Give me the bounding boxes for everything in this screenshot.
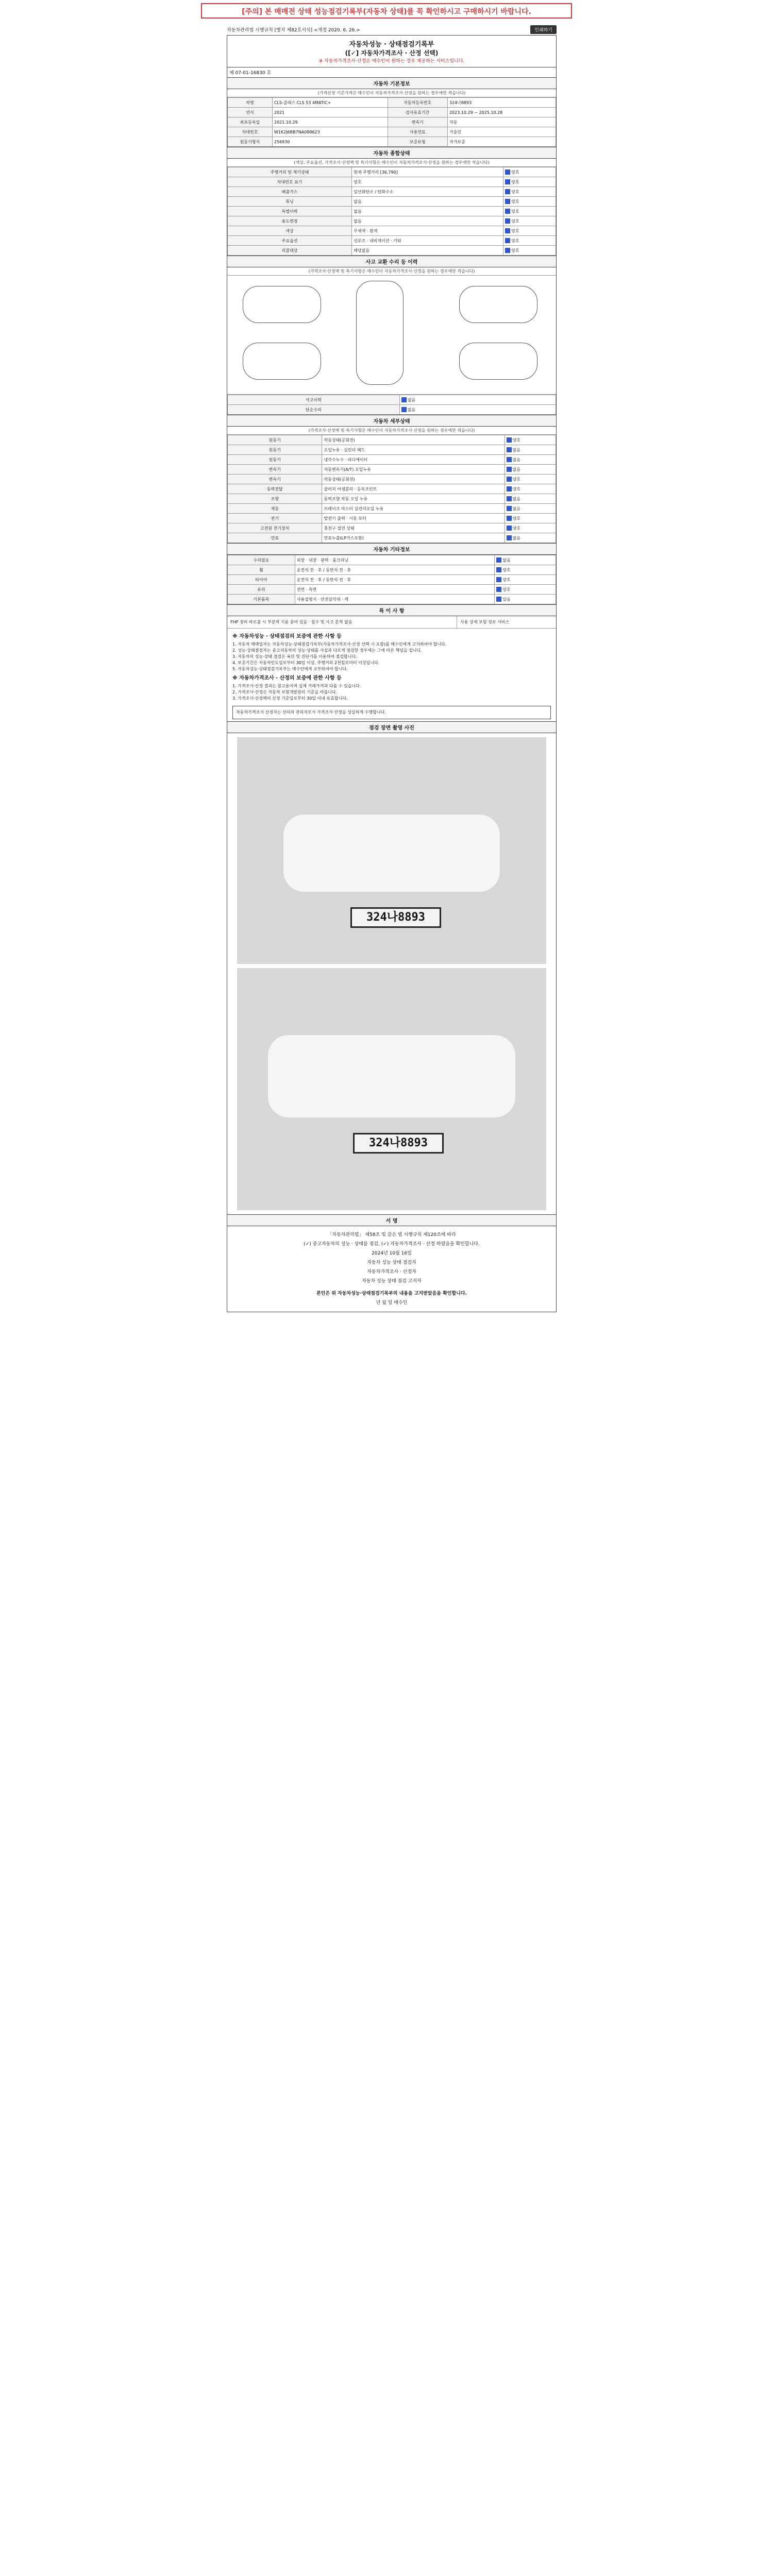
item-value: 현재 주행거리 [36,790]	[352, 167, 503, 177]
table-row	[228, 575, 556, 585]
checkbox-icon[interactable]	[507, 496, 512, 501]
sign-line-2: (✓) 중고자동차의 성능 · 상태를 점검, (✓) 자동차가격조사 · 산정 하였음을 확인합니다.	[304, 1242, 480, 1247]
table-row	[228, 187, 556, 197]
item-status	[505, 533, 556, 543]
section-note: (가격조사·산정액 및 특기사항은 매수인이 자동차가격조사·산정을 원하는 경우에만 적습니다)	[227, 267, 556, 276]
section-other-info: 자동차 기타정보	[227, 543, 556, 555]
item-label: 주요옵션	[228, 236, 352, 246]
item-label: 사용설명서 · 안전삼각대 · 잭	[295, 595, 494, 604]
item-status	[503, 167, 556, 177]
check-label: 양호	[502, 577, 511, 582]
item-status	[505, 504, 556, 514]
item-status	[503, 207, 556, 216]
front-photo	[237, 737, 546, 964]
field-value: 가솔린	[447, 127, 556, 137]
document-caution: ※ 자동차가격조사·산정은 매수인이 원하는 경우 제공하는 서비스입니다.	[318, 59, 465, 64]
note-line: 3. 가격조사·산정액의 산정 기준일로부터 30일 이내 유효합니다.	[232, 696, 348, 701]
table-row	[228, 504, 556, 514]
table-row	[228, 523, 556, 533]
table-row	[228, 585, 556, 595]
checkbox-icon[interactable]	[507, 467, 512, 472]
check-label: 없음	[512, 457, 521, 462]
item-status	[495, 555, 556, 565]
sign-date: 2024년 10월 16일	[372, 1251, 412, 1256]
check-label: 양호	[511, 238, 519, 243]
field-value: 자동	[447, 117, 556, 127]
sign-inspector: 자동차 성능 상태 점검자	[367, 1260, 416, 1265]
category-label: 타이어	[228, 575, 295, 585]
item-status	[505, 494, 556, 504]
field-value: 2023.10.29 ~ 2025.10.28	[447, 108, 556, 117]
car-top-outline	[356, 281, 404, 385]
document-subtitle: ([✓] 자동차가격조사 · 산정 선택)	[345, 49, 439, 57]
checkbox-icon[interactable]	[505, 218, 510, 224]
table-row	[228, 474, 556, 484]
category-label: 수리필요	[228, 555, 295, 565]
table-row	[228, 455, 556, 465]
license-plate: 324나8893	[350, 907, 441, 928]
item-label: 클러치 어셈블리 · 등속조인트	[322, 484, 505, 494]
check-label: 양호	[512, 486, 521, 492]
check-label: 양호	[512, 526, 521, 531]
checkbox-icon[interactable]	[505, 170, 510, 175]
section-detail-state: 자동차 세부상태	[227, 415, 556, 427]
field-label: 원동기형식	[228, 137, 273, 147]
special-notes-right: 사용 상세 보험 정보 서비스	[457, 616, 556, 628]
checkbox-icon[interactable]	[496, 577, 501, 582]
field-label: 보증유형	[388, 137, 447, 147]
item-status	[505, 474, 556, 484]
item-label: 외장 · 내장 · 광택 · 룸크리닝	[295, 555, 494, 565]
warranty-heading: ※ 자동차성능 · 상태점검의 보증에 관한 사항 등	[232, 634, 342, 639]
item-label: 작동상태(공회전)	[322, 435, 505, 445]
check-label: 없음	[512, 506, 521, 511]
table-row	[228, 395, 556, 405]
item-label: 색상	[228, 226, 352, 236]
category-label: 변속기	[228, 474, 322, 484]
check-label: 없음	[407, 407, 416, 412]
item-label: 전면 · 측면	[295, 585, 494, 595]
table-row	[228, 127, 556, 137]
category-label: 고전원 전기장치	[228, 523, 322, 533]
special-notes-text: FHP 정비 바로출 시 부분적 기름 묻어 있음 · 침수 및 사고 흔적 없음	[230, 620, 352, 624]
checkbox-icon[interactable]	[507, 457, 512, 462]
table-row	[228, 565, 556, 575]
form-reference: 자동차관리법 시행규칙 [별지 제82호서식] <개정 2020. 6. 26.>	[227, 27, 360, 33]
field-label: 변속기	[388, 117, 447, 127]
item-label: 특별이력	[228, 207, 352, 216]
checkbox-icon[interactable]	[505, 189, 510, 194]
checkbox-icon[interactable]	[505, 199, 510, 204]
warranty-notes	[227, 629, 556, 721]
check-label: 양호	[511, 179, 519, 184]
sign-notifier: 자동차 성능 상태 점검 고지자	[362, 1279, 422, 1284]
item-label: 리콜대상	[228, 246, 352, 256]
item-label: 발전기 출력 · 시동 모터	[322, 514, 505, 523]
table-row	[228, 514, 556, 523]
table-row	[228, 167, 556, 177]
check-label: 양호	[511, 218, 519, 224]
category-label: 원동기	[228, 445, 322, 455]
category-label: 전기	[228, 514, 322, 523]
table-row	[228, 137, 556, 147]
check-label: 양호	[512, 477, 521, 482]
section-signature: 서 명	[227, 1214, 556, 1226]
check-label: 없음	[502, 557, 511, 563]
car-side-outline	[243, 343, 321, 380]
car-body-shape	[268, 1035, 515, 1117]
check-label: 없음	[512, 535, 521, 540]
category-label: 기본품목	[228, 595, 295, 604]
item-label: 브레이크 마스터 실린더오일 누유	[322, 504, 505, 514]
item-status	[495, 595, 556, 604]
category-label: 원동기	[228, 455, 322, 465]
field-label: 자동차등록번호	[388, 98, 447, 108]
check-label: 없음	[512, 467, 521, 472]
check-label: 없음	[512, 496, 521, 501]
item-status	[505, 523, 556, 533]
car-side-outline	[243, 286, 321, 323]
check-label: 없음	[512, 447, 521, 452]
category-label: 휠	[228, 565, 295, 575]
item-value: 없음	[352, 216, 503, 226]
checkbox-icon[interactable]	[401, 397, 407, 402]
item-status	[503, 236, 556, 246]
checkbox-icon[interactable]	[401, 407, 407, 412]
vehicle-info-table	[227, 97, 556, 147]
appraiser-box: 자동차가격조사 산정자는 선의의 관리자로서 가격조사·산정을 성실하게 수행합니다.	[232, 706, 551, 719]
table-row	[228, 117, 556, 127]
section-note: (가격조사·산정액 및 특기사항은 매수인이 자동차가격조사·산정을 원하는 경우에만 적습니다)	[227, 427, 556, 435]
item-label: 오일누유 · 실린더 헤드	[322, 445, 505, 455]
field-value: 256930	[272, 137, 388, 147]
check-label: 양호	[511, 209, 519, 214]
other-info-table	[227, 555, 556, 604]
car-body-diagram	[227, 276, 556, 395]
checkbox-icon[interactable]	[507, 477, 512, 482]
checkbox-icon[interactable]	[496, 557, 501, 563]
item-label: 배출가스	[228, 187, 352, 197]
item-label: 연료누출(LP가스포함)	[322, 533, 505, 543]
section-note: (색상, 주요옵션, 가격조사·산정액 및 특기사항은 매수인이 자동차가격조사·산정을 원하는 경우에만 적습니다)	[227, 159, 556, 167]
item-label: 냉각수누수 · 라디에이터	[322, 455, 505, 465]
table-row	[228, 533, 556, 543]
document-number: 제 07-01-16830 호	[229, 71, 272, 76]
field-value: 2021	[272, 108, 388, 117]
item-value: 무채색 · 흰색	[352, 226, 503, 236]
checkbox-icon[interactable]	[507, 535, 512, 540]
section-vehicle-info: 자동차 기본정보	[227, 77, 556, 89]
note-line: 2. 성능·상태점검자는 중고자동차의 성능·상태를 사실과 다르게 점검한 경우에는 그에 따른 책임을 집니다.	[232, 648, 422, 653]
sign-footer: 본인은 위 자동차성능·상태점검기록부의 내용을 고지받았음을 확인합니다.	[316, 1291, 467, 1296]
category-label: 유리	[228, 585, 295, 595]
item-value: 선루프 · 내비게이션 · 기타	[352, 236, 503, 246]
item-status	[505, 484, 556, 494]
category-label: 동력전달	[228, 484, 322, 494]
field-value: CLS-클래스 CLS 53 4MATIC+	[272, 98, 388, 108]
item-status	[505, 445, 556, 455]
check-label: 양호	[511, 228, 519, 233]
check-label: 있음	[502, 597, 511, 602]
field-value: 2021.10.29	[272, 117, 388, 127]
checkbox-icon[interactable]	[507, 486, 512, 492]
accident-table	[227, 395, 556, 415]
section-special-notes: 특 이 사 항	[227, 604, 556, 616]
item-value: 없음	[352, 207, 503, 216]
item-label: 동력조향 작동 오일 누유	[322, 494, 505, 504]
table-row	[228, 494, 556, 504]
check-label: 양호	[511, 199, 519, 204]
section-note: (가격산정 기준가격은 매수인이 자동차가격조사·산정을 원하는 경우에만 적습니다)	[227, 89, 556, 97]
field-label: 최초등록일	[228, 117, 273, 127]
table-row	[228, 207, 556, 216]
field-label: 연식	[228, 108, 273, 117]
item-status	[505, 514, 556, 523]
item-label: 튜닝	[228, 197, 352, 207]
table-row	[228, 435, 556, 445]
item-status	[503, 177, 556, 187]
car-side-outline	[459, 343, 537, 380]
item-status	[495, 565, 556, 575]
check-label: 양호	[512, 437, 521, 443]
price-warranty-heading: ※ 자동차가격조사 · 산정의 보증에 관한 사항 등	[232, 675, 342, 681]
checkbox-icon[interactable]	[507, 447, 512, 452]
checkbox-icon[interactable]	[505, 238, 510, 243]
sign-appraiser: 자동차가격조사 · 산정자	[367, 1269, 416, 1275]
item-value: 없음	[352, 197, 503, 207]
checkbox-icon[interactable]	[505, 209, 510, 214]
note-line: 1. 자동차 매매업자는 자동차성능·상태점검기록부(자동차가격조사·산정 선택 시 포함)를 매수인에게 고지하여야 합니다.	[232, 642, 447, 647]
table-row	[228, 98, 556, 108]
field-label: 차명	[228, 98, 273, 108]
table-row	[228, 177, 556, 187]
item-label: 운전석 전 · 후 / 동반석 전 · 후	[295, 565, 494, 575]
general-state-table	[227, 167, 556, 256]
item-label: 충전구 절연 상태	[322, 523, 505, 533]
inspection-sheet	[227, 24, 557, 1636]
category-label: 원동기	[228, 435, 322, 445]
table-row	[228, 465, 556, 474]
table-row	[228, 555, 556, 565]
check-label: 없음	[407, 397, 416, 402]
field-value: 자가보증	[447, 137, 556, 147]
category-label: 변속기	[228, 465, 322, 474]
detail-state-table	[227, 435, 556, 543]
item-status	[505, 455, 556, 465]
item-status	[399, 395, 556, 405]
item-status	[503, 226, 556, 236]
category-label: 연료	[228, 533, 322, 543]
item-value: 일산화탄소 / 탄화수소	[352, 187, 503, 197]
table-row	[228, 445, 556, 455]
field-label: 사용연료	[388, 127, 447, 137]
checkbox-icon[interactable]	[507, 516, 512, 521]
note-line: 1. 가격조사·산정 결과는 참고용이며 실제 거래가격과 다를 수 있습니다.	[232, 684, 361, 688]
field-label: 검사유효기간	[388, 108, 447, 117]
table-row	[228, 246, 556, 256]
checkbox-icon[interactable]	[505, 179, 510, 184]
table-row	[228, 108, 556, 117]
field-label: 차대번호	[228, 127, 273, 137]
section-general-state: 자동차 종합상태	[227, 147, 556, 159]
item-label: 작동상태(공회전)	[322, 474, 505, 484]
item-label: 단순수리	[228, 405, 400, 415]
license-plate: 324나8893	[353, 1133, 444, 1154]
price-warranty-list	[232, 683, 551, 702]
check-label: 양호	[502, 587, 511, 592]
car-side-outline	[459, 286, 537, 323]
item-label: 차대번호 표기	[228, 177, 352, 187]
note-line: 5. 자동차성능·상태점검기록부는 매수인에게 교부하여야 합니다.	[232, 667, 348, 671]
check-label: 양호	[502, 567, 511, 572]
item-label: 운전석 전 · 후 / 동반석 전 · 후	[295, 575, 494, 585]
checkbox-icon[interactable]	[496, 587, 501, 592]
category-label: 조향	[228, 494, 322, 504]
item-status	[503, 216, 556, 226]
sign-line-1: 「자동차관리법」 제58조 및 같은 법 시행규칙 제120조에 따라	[327, 1232, 456, 1238]
checkbox-icon[interactable]	[507, 526, 512, 531]
note-line: 4. 보증기간은 자동차인도일로부터 30일 이상, 주행거리 2천킬로미터 이상입니다.	[232, 660, 380, 665]
item-status	[495, 575, 556, 585]
check-label: 양호	[511, 170, 519, 175]
section-accident: 사고 교환 수리 등 이력	[227, 256, 556, 267]
car-body-shape	[283, 815, 500, 892]
note-line: 2. 가격조사·산정은 자동차 보험개발원의 기준을 따릅니다.	[232, 690, 338, 694]
document-title: 자동차성능 · 상태점검기록부	[349, 41, 434, 48]
item-status	[505, 435, 556, 445]
checkbox-icon[interactable]	[505, 228, 510, 233]
item-status	[503, 197, 556, 207]
table-row	[228, 216, 556, 226]
item-value: 해당없음	[352, 246, 503, 256]
checkbox-icon[interactable]	[496, 597, 501, 602]
item-label: 사고이력	[228, 395, 400, 405]
item-label: 자동변속기(A/T) 오일누유	[322, 465, 505, 474]
table-row	[228, 197, 556, 207]
item-status	[399, 405, 556, 415]
item-label: 용도변경	[228, 216, 352, 226]
check-label: 양호	[511, 248, 519, 253]
section-photos: 점검 장면 촬영 사진	[227, 721, 556, 733]
table-row	[228, 236, 556, 246]
item-status	[495, 585, 556, 595]
note-line: 3. 자동차의 성능·상태 점검은 육안 및 진단기를 이용하여 점검합니다.	[232, 654, 357, 659]
field-value: W1K2J6BB7NA088623	[272, 127, 388, 137]
item-status	[503, 246, 556, 256]
table-row	[228, 405, 556, 415]
table-row	[228, 595, 556, 604]
check-label: 양호	[511, 189, 519, 194]
rear-photo	[237, 968, 546, 1210]
warning-notice: [주의] 본 매매전 상태 성능점검기록부(자동차 상태)를 꼭 확인하시고 구매하시기 바랍니다.	[201, 3, 572, 19]
checkbox-icon[interactable]	[496, 567, 501, 572]
item-label: 주행거리 및 계기상태	[228, 167, 352, 177]
check-label: 양호	[512, 516, 521, 521]
item-value: 양호	[352, 177, 503, 187]
field-value: 324나8893	[447, 98, 556, 108]
document-frame	[227, 35, 557, 1312]
category-label: 제동	[228, 504, 322, 514]
sign-receiver: 년 월 일 매수인	[376, 1300, 408, 1306]
print-button[interactable]: 인쇄하기	[530, 25, 557, 34]
checkbox-icon[interactable]	[507, 506, 512, 511]
checkbox-icon[interactable]	[505, 248, 510, 253]
table-row	[228, 484, 556, 494]
checkbox-icon[interactable]	[507, 437, 512, 443]
warranty-list	[232, 641, 551, 672]
item-status	[503, 187, 556, 197]
table-row	[228, 226, 556, 236]
item-status	[505, 465, 556, 474]
